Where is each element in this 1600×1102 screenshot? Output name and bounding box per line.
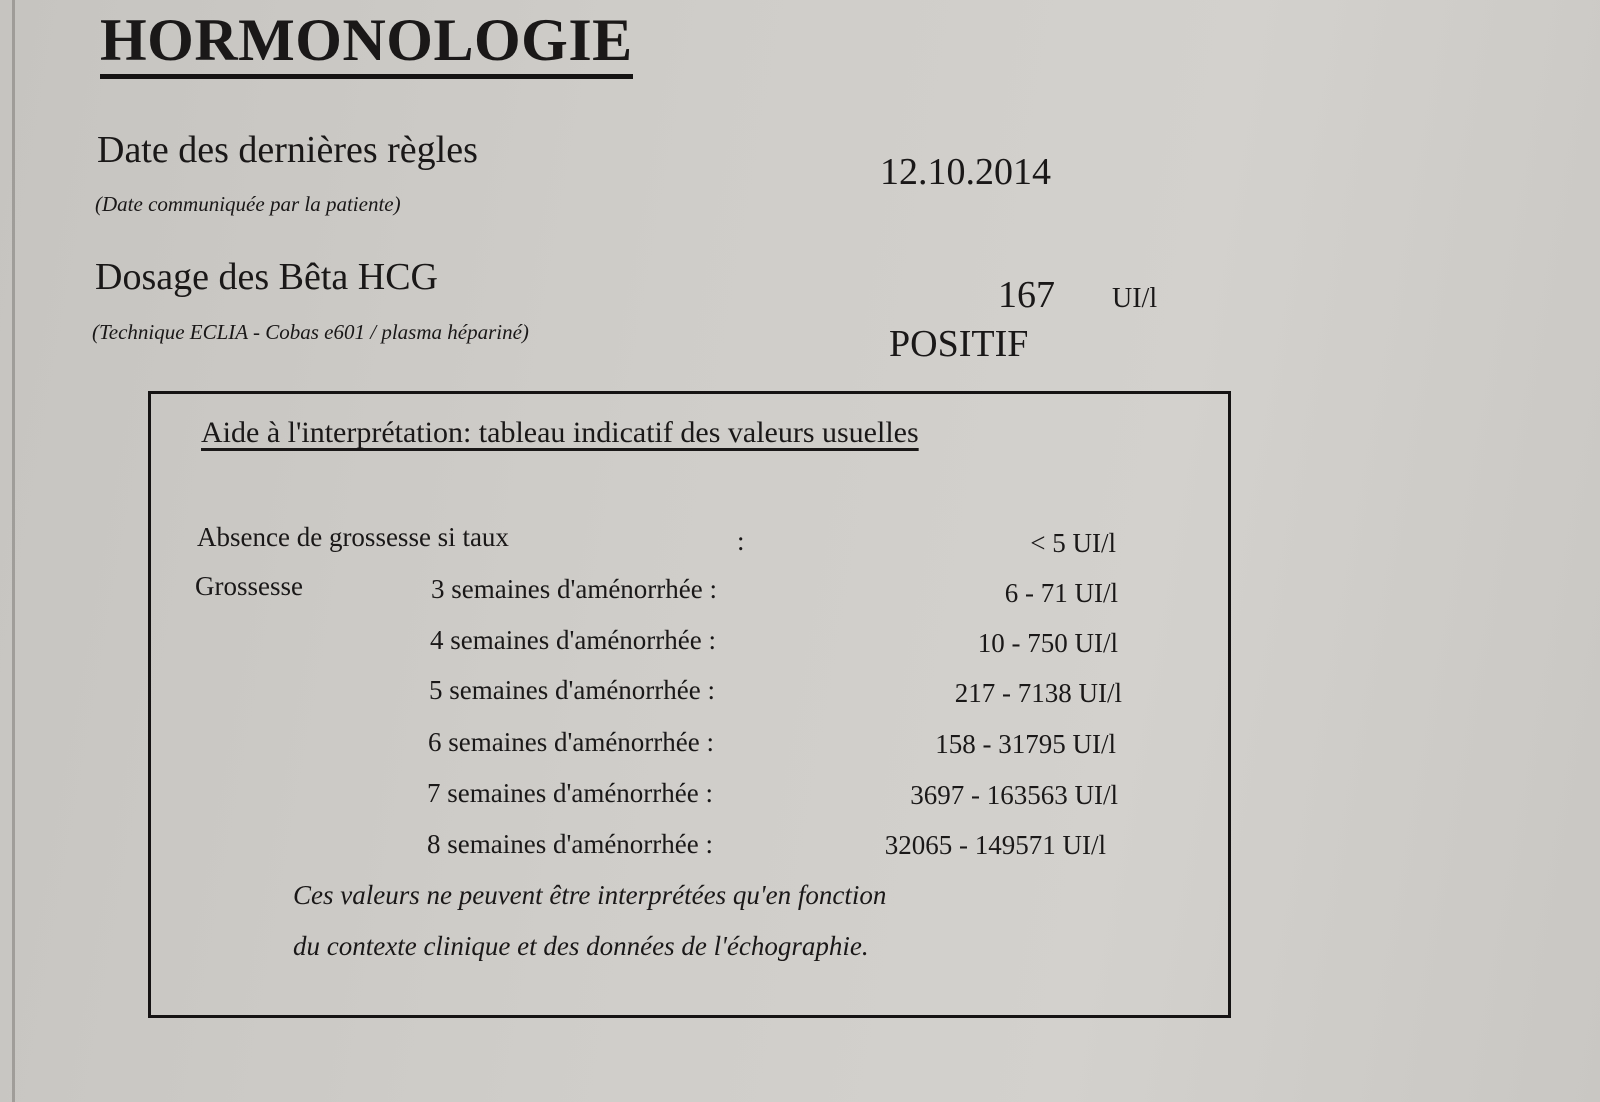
beta-hcg-value: 167: [998, 274, 1055, 316]
table-row-value: 6 - 71 UI/l: [1004, 578, 1118, 608]
absence-label: Absence de grossesse si taux: [197, 522, 509, 552]
table-row-value: 32065 - 149571 UI/l: [884, 830, 1106, 860]
absence-colon: :: [737, 526, 745, 556]
last-period-label: Date des dernières règles: [97, 129, 478, 171]
table-row-value: 3697 - 163563 UI/l: [910, 780, 1118, 810]
absence-value: < 5 UI/l: [1030, 528, 1116, 558]
table-row-value: 158 - 31795 UI/l: [935, 729, 1116, 759]
beta-hcg-note: (Technique ECLIA - Cobas e601 / plasma hépariné): [92, 320, 529, 344]
beta-hcg-label: Dosage des Bêta HCG: [95, 256, 438, 298]
table-row-value: 217 - 7138 UI/l: [954, 678, 1122, 708]
table-row-value: 10 - 750 UI/l: [977, 628, 1118, 658]
beta-hcg-unit: UI/l: [1112, 283, 1158, 314]
interpretation-footer-line1: Ces valeurs ne peuvent être interprétées qu'en fonction: [293, 880, 887, 910]
interpretation-title: Aide à l'interprétation: tableau indicatif des valeurs usuelles: [201, 416, 919, 449]
beta-hcg-result: POSITIF: [889, 323, 1029, 365]
section-title: HORMONOLOGIE: [100, 6, 633, 79]
interpretation-footer-line2: du contexte clinique et des données de l'échographie.: [293, 931, 869, 961]
table-row-label: 3 semaines d'aménorrhée :: [431, 574, 718, 604]
table-row-label: 4 semaines d'aménorrhée :: [430, 625, 717, 655]
table-row-label: 6 semaines d'aménorrhée :: [428, 727, 715, 757]
page-edge: [12, 0, 15, 1102]
last-period-note: (Date communiquée par la patiente): [95, 192, 401, 216]
last-period-value: 12.10.2014: [880, 151, 1051, 193]
interpretation-box: [148, 391, 1231, 1018]
table-row-label: 5 semaines d'aménorrhée :: [429, 675, 716, 705]
pregnancy-label: Grossesse: [195, 571, 303, 601]
table-row-label: 7 semaines d'aménorrhée :: [427, 778, 714, 808]
table-row-label: 8 semaines d'aménorrhée :: [427, 829, 714, 859]
